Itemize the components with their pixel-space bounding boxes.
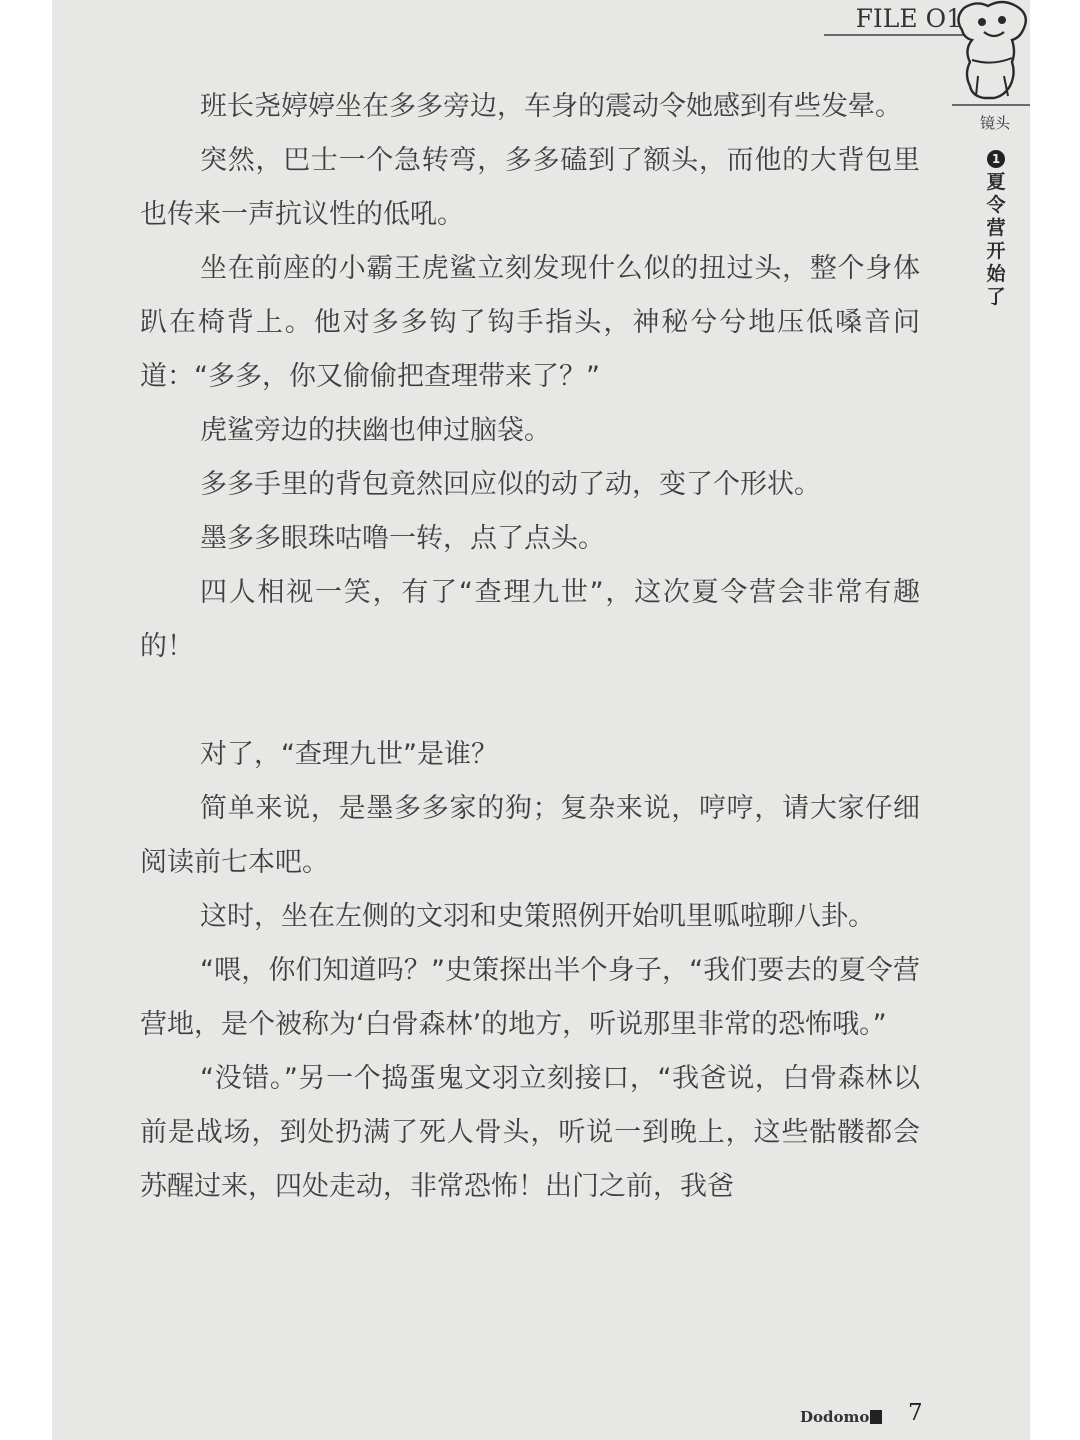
file-label: FILE O1 (855, 4, 962, 33)
body-text (140, 80, 920, 1214)
paragraph: “喂，你们知道吗？”史策探出半个身子，“我们要去的夏令营营地，是个被称为‘白骨森林’的地方，听说那里非常的恐怖哦。” (140, 955, 920, 1040)
running-header (824, 0, 964, 36)
paragraph: 对了，“查理九世”是谁？ (200, 739, 498, 770)
brand-mark-icon (870, 1410, 882, 1424)
chapter-tab (984, 150, 1008, 309)
chapter-number: 1 (987, 150, 1005, 168)
paragraph: 坐在前座的小霸王虎鲨立刻发现什么似的扭过头，整个身体趴在椅背上。他对多多钩了钩手指头，神秘兮兮地压低嗓音问道：“多多，你又偷偷把查理带来了？” (140, 253, 920, 392)
book-page (52, 0, 1030, 1440)
chapter-title: 夏令营开始了 (986, 171, 1006, 308)
paragraph: 班长尧婷婷坐在多多旁边，车身的震动令她感到有些发晕。 (200, 91, 902, 122)
tab-divider (952, 104, 1030, 106)
section-label: 镜头 (979, 114, 1010, 132)
paragraph: 这时，坐在左侧的文羽和史策照例开始叽里呱啦聊八卦。 (200, 901, 875, 932)
paragraph: 四人相视一笑，有了“查理九世”，这次夏令营会非常有趣的！ (140, 577, 920, 662)
paragraph: 墨多多眼珠咕噜一转，点了点头。 (200, 523, 605, 554)
page-number: 7 (908, 1400, 923, 1426)
footer-brand (800, 1408, 882, 1426)
paragraph: 突然，巴士一个急转弯，多多磕到了额头，而他的大背包里也传来一声抗议性的低吼。 (140, 145, 920, 230)
paragraph: “没错。”另一个捣蛋鬼文羽立刻接口，“我爸说，白骨森林以前是战场，到处扔满了死人骨头，听说一到晚上，这些骷髅都会苏醒过来，四处走动，非常恐怖！出门之前，我爸 (140, 1063, 920, 1202)
paragraph: 简单来说，是墨多多家的狗；复杂来说，哼哼，请大家仔细阅读前七本吧。 (140, 793, 920, 878)
paragraph: 虎鲨旁边的扶幽也伸过脑袋。 (200, 415, 551, 446)
mascot-illustration-icon (954, 0, 1030, 100)
paragraph: 多多手里的背包竟然回应似的动了动，变了个形状。 (200, 469, 821, 500)
brand-name: Dodomo (800, 1408, 870, 1426)
